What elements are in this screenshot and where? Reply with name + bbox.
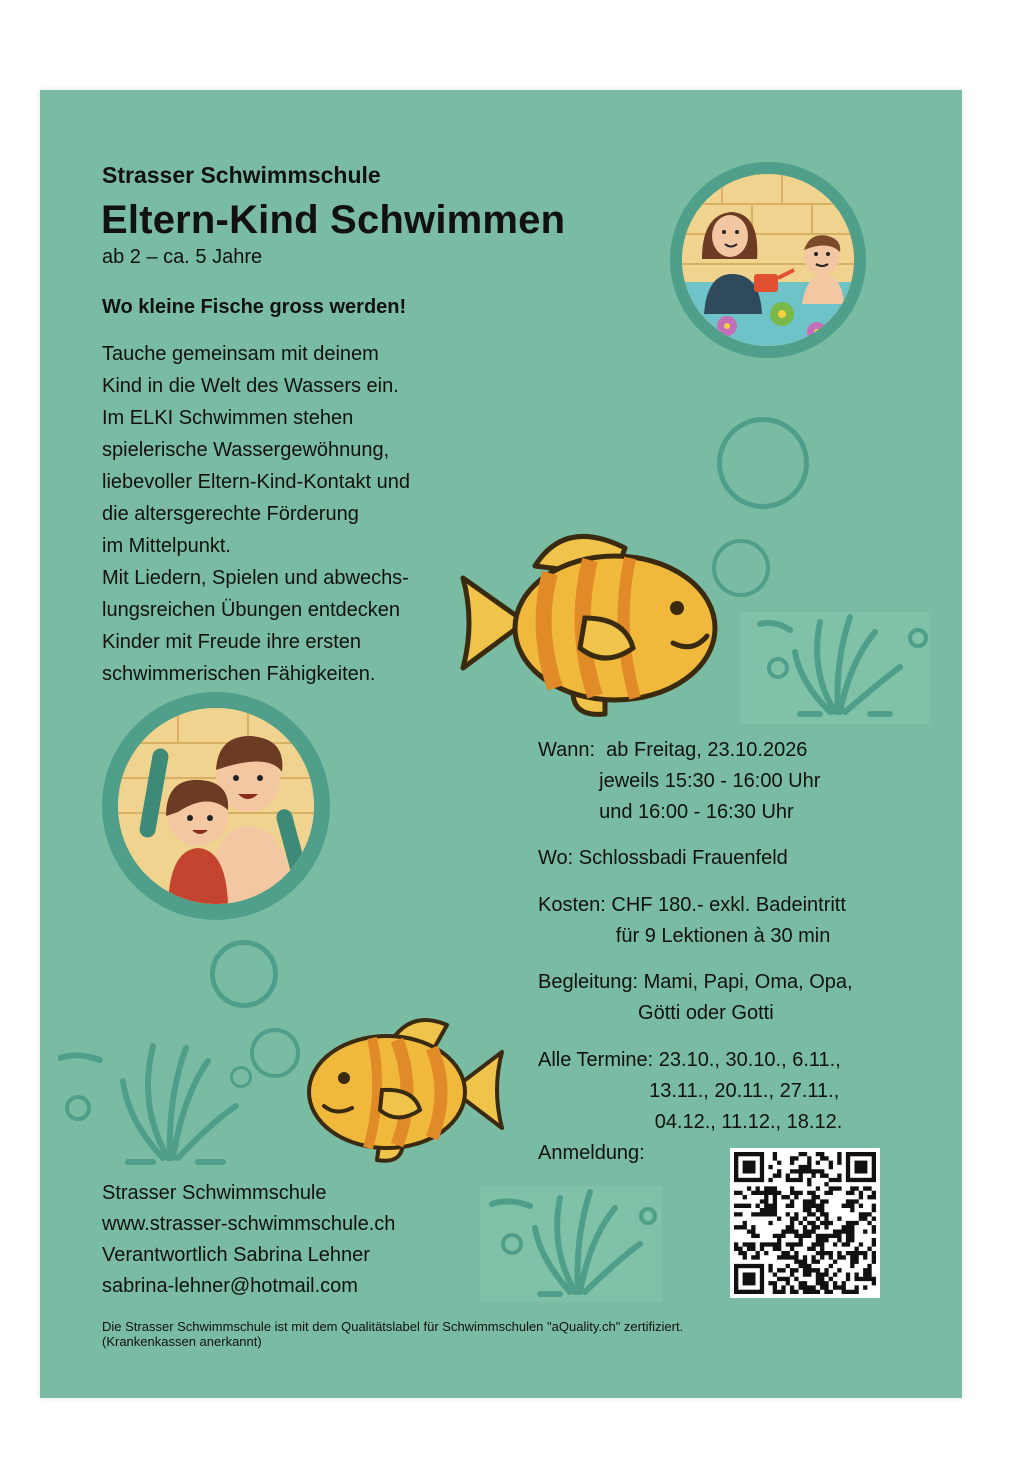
contact-responsible: Verantwortlich Sabrina Lehner xyxy=(102,1244,370,1266)
bubble-icon xyxy=(210,940,278,1008)
flyer-page xyxy=(40,90,962,1398)
qr-code-image xyxy=(730,1148,880,1298)
intro-text xyxy=(102,338,482,690)
contact-email[interactable]: sabrina-lehner@hotmail.com xyxy=(102,1275,358,1297)
father-daughter-illustration xyxy=(118,708,314,904)
photo-mother-child-image xyxy=(682,174,854,346)
bubble-icon xyxy=(717,417,809,509)
detail-dates: Alle Termine: 23.10., 30.10., 6.11., 13.11., 20.11., 27.11., 04.12., 11.12., 18.12. xyxy=(538,1049,843,1133)
intro-paragraph-2: Mit Liedern, Spielen und abwechs- lungsreichen Übungen entdecken Kinder mit Freude ihre ersten schwimmerischen Fähigkeiten. xyxy=(102,567,409,685)
fish-icon xyxy=(302,1010,512,1170)
fish-icon xyxy=(455,518,727,728)
footer-note: Die Strasser Schwimmschule ist mit dem Qualitätslabel für Schwimmschulen "aQuality.ch" zertifiziert. (Krankenkassen anerkannt) xyxy=(102,1319,684,1349)
slogan: Wo kleine Fische gross werden! xyxy=(102,296,407,318)
age-range: ab 2 – ca. 5 Jahre xyxy=(102,246,263,268)
detail-when: Wann: ab Freitag, 23.10.2026 jeweils 15:30 - 16:00 Uhr und 16:00 - 16:30 Uhr xyxy=(538,739,821,823)
qr-code[interactable] xyxy=(730,1148,880,1298)
photo-father-daughter xyxy=(102,692,330,920)
detail-companion: Begleitung: Mami, Papi, Oma, Opa, Götti oder Gotti xyxy=(538,971,853,1024)
contact-website[interactable]: www.strasser-schwimmschule.ch xyxy=(102,1213,396,1235)
contact-name: Strasser Schwimmschule xyxy=(102,1182,327,1204)
seaweed-icon xyxy=(740,612,930,724)
page-title: Eltern-Kind Schwimmen xyxy=(101,198,566,242)
detail-cost: Kosten: CHF 180.- exkl. Badeintritt für 9 Lektionen à 30 min xyxy=(538,894,846,947)
photo-father-daughter-image xyxy=(118,708,314,904)
photo-mother-child xyxy=(670,162,866,358)
school-name: Strasser Schwimmschule xyxy=(102,162,381,188)
seaweed-icon xyxy=(480,1186,662,1302)
seaweed-icon xyxy=(58,1036,258,1168)
mother-child-illustration xyxy=(682,174,854,346)
detail-where: Wo: Schlossbadi Frauenfeld xyxy=(538,847,788,869)
detail-registration: Anmeldung: xyxy=(538,1142,645,1164)
contact-block xyxy=(102,1178,395,1302)
intro-paragraph-1: Tauche gemeinsam mit deinem Kind in die Welt des Wassers ein. Im ELKI Schwimmen stehen spielerische Wassergewöhnung, liebevoller Eltern-Kind-Kontakt und die altersgerechte Förderung im Mittelpunkt. xyxy=(102,343,410,557)
